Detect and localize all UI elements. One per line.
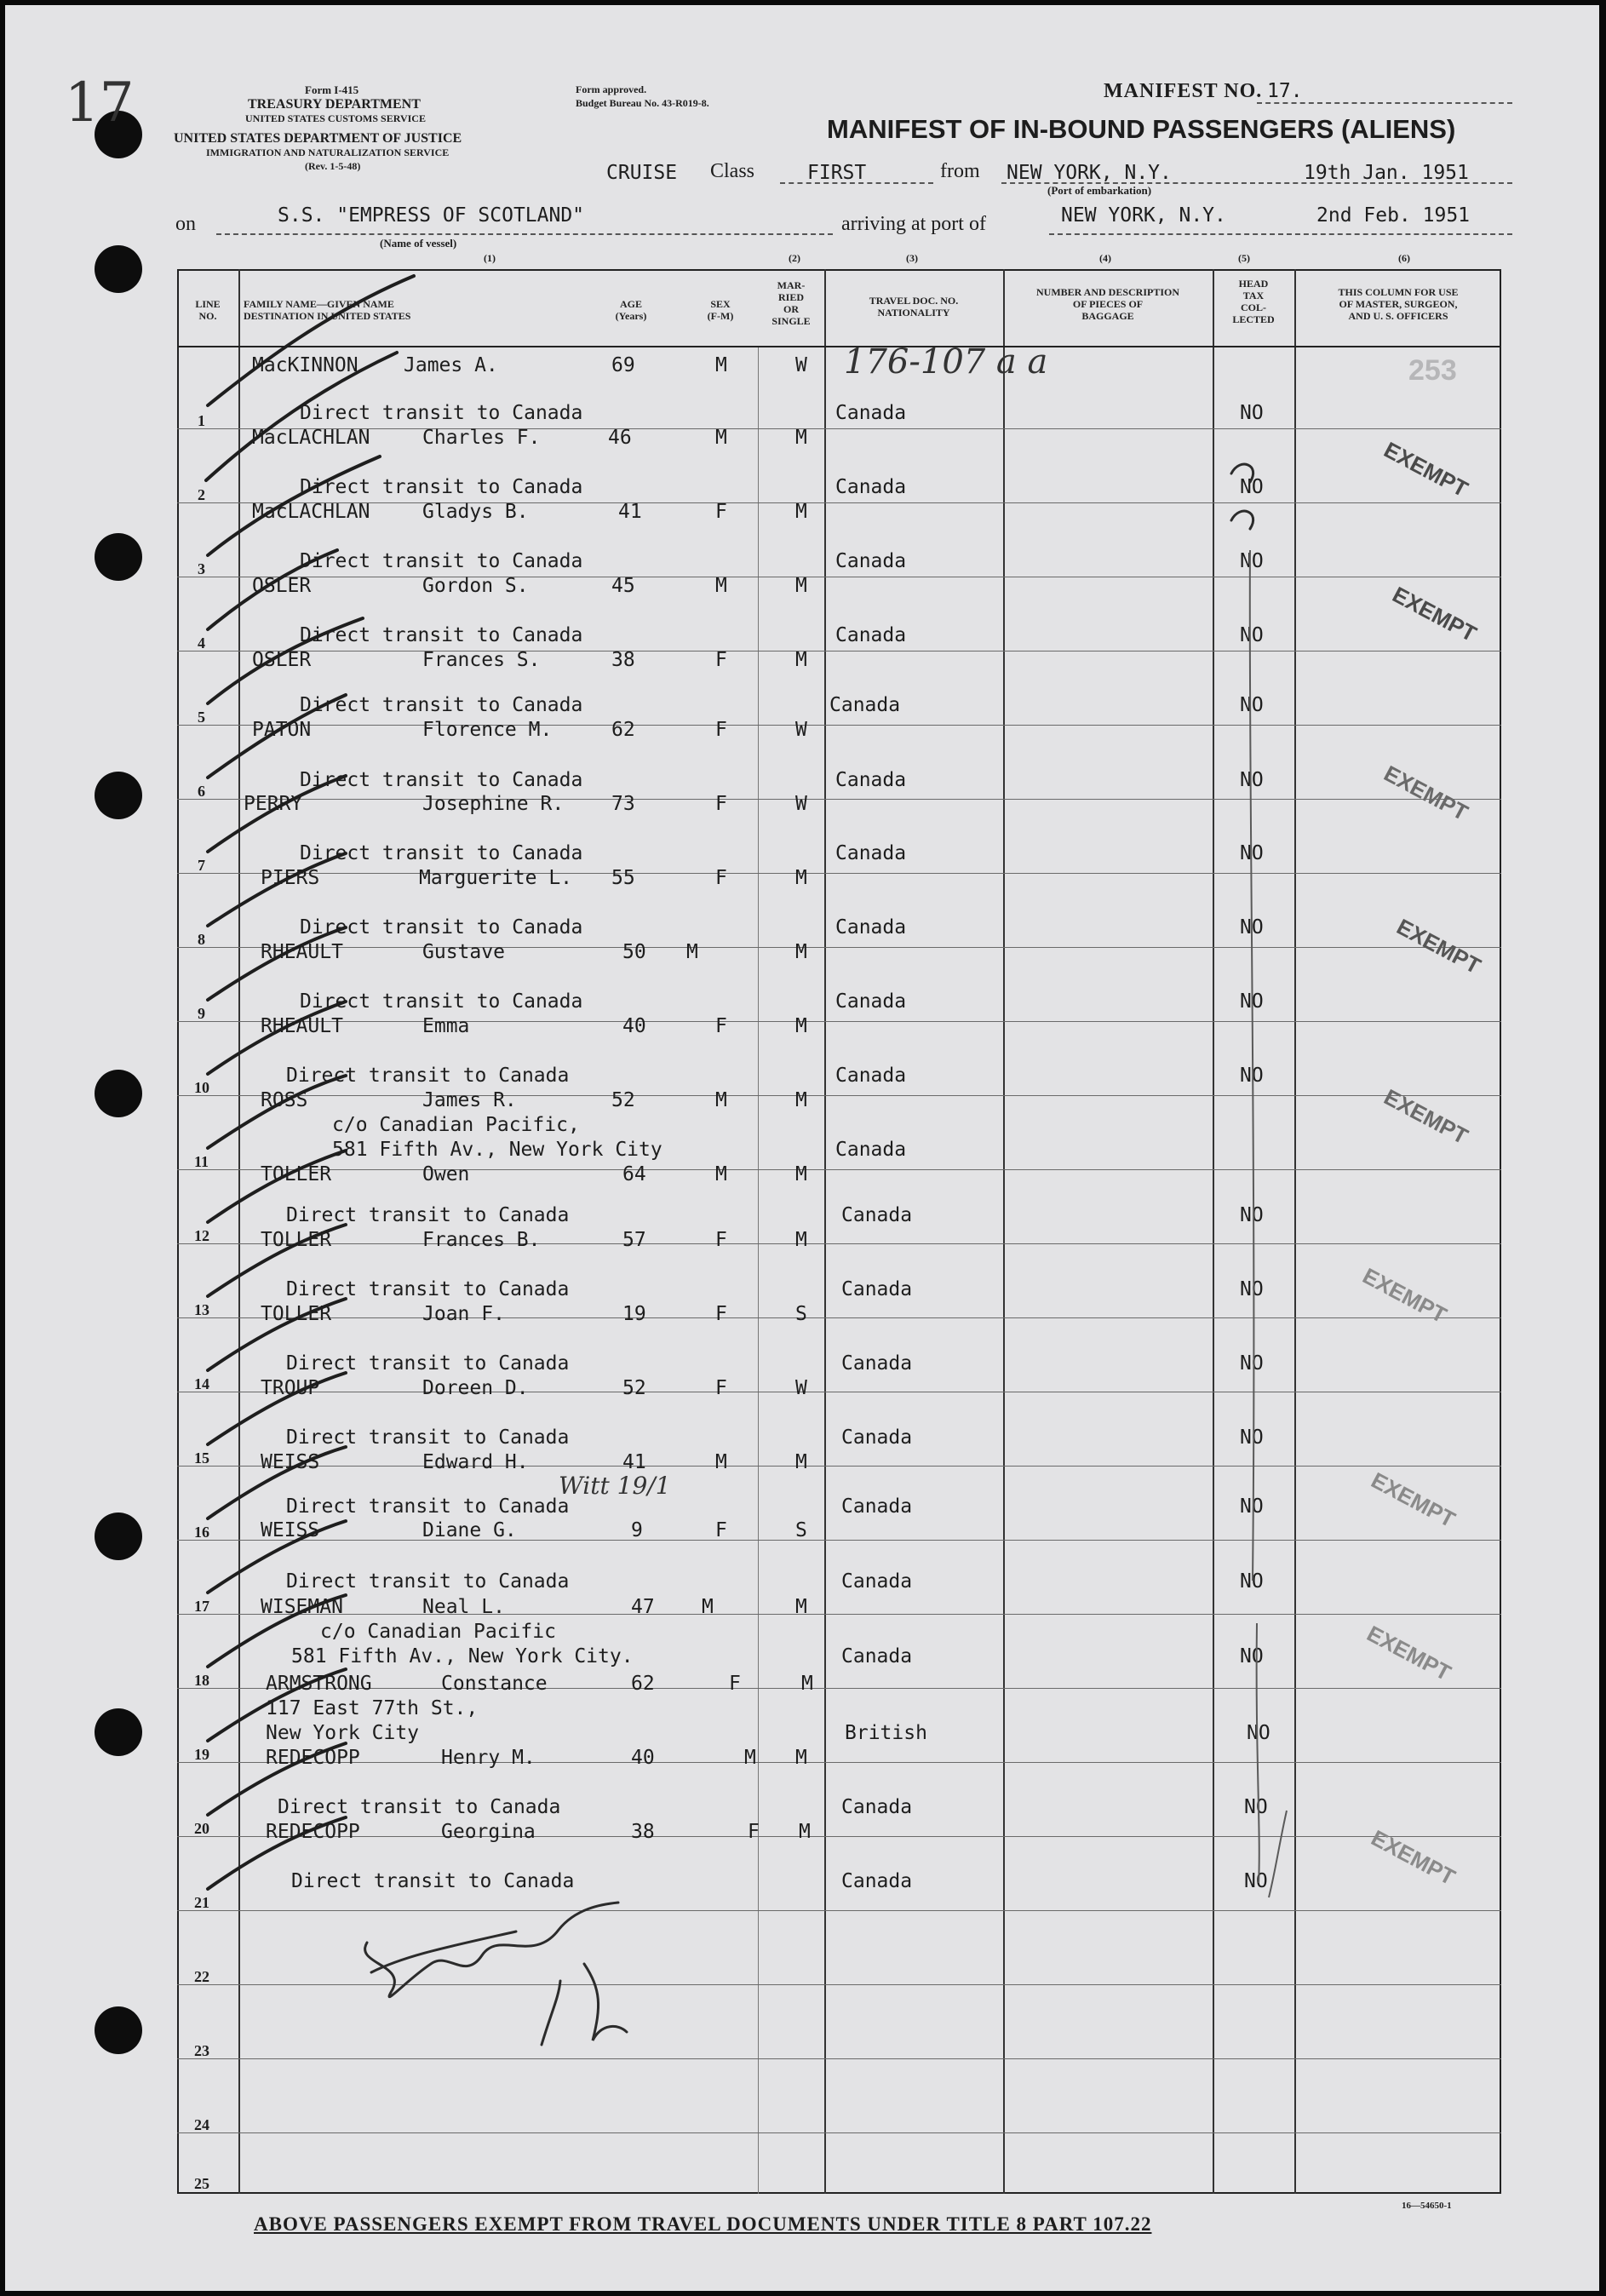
family-name: MacKINNON — [252, 354, 358, 376]
age: 62 — [631, 1673, 655, 1695]
marital-status: M — [799, 1821, 811, 1843]
age: 41 — [618, 501, 642, 523]
given-name: Edward H. — [422, 1451, 529, 1473]
given-name: Florence M. — [422, 719, 553, 741]
destination: Direct transit to Canada — [300, 990, 583, 1013]
age: 19 — [622, 1303, 646, 1325]
header-head-tax: HEAD TAX COL- LECTED — [1232, 278, 1275, 325]
arrival-port: NEW YORK, N.Y. — [1061, 204, 1226, 227]
age: 55 — [611, 867, 635, 889]
nationality: Canada — [841, 1278, 913, 1300]
age: 45 — [611, 575, 635, 597]
line-number: 25 — [194, 2175, 209, 2192]
line-number: 10 — [194, 1079, 209, 1096]
line-number: 23 — [194, 2042, 209, 2059]
sex: M — [715, 354, 727, 376]
manifest-number-value: 17. — [1267, 80, 1303, 102]
nationality: Canada — [841, 1645, 913, 1667]
marital-status: M — [795, 1229, 807, 1251]
head-tax: NO — [1244, 1870, 1268, 1892]
sex: F — [715, 1377, 727, 1399]
form-revision: (Rev. 1-5-48) — [305, 160, 361, 172]
sex: F — [748, 1821, 760, 1843]
line-number: 8 — [198, 931, 205, 948]
given-name: Emma — [422, 1015, 470, 1037]
header-baggage: NUMBER AND DESCRIPTION OF PIECES OF BAGGAGE — [1035, 286, 1180, 322]
corner-handwritten-number: 17 — [65, 72, 135, 135]
class-label: Class — [710, 160, 755, 182]
header-sex: SEX (F-M) — [707, 298, 734, 322]
sex: M — [702, 1596, 714, 1618]
given-name: Charles F. — [422, 427, 541, 449]
family-name: RHEAULT — [261, 1015, 343, 1037]
destination: Direct transit to Canada — [286, 1278, 570, 1300]
marital-status: M — [795, 867, 807, 889]
given-name: James R. — [422, 1089, 517, 1111]
family-name: TROUP — [261, 1377, 320, 1399]
sex: M — [715, 1451, 727, 1473]
head-tax: NO — [1240, 402, 1264, 424]
family-name: TOLLER — [261, 1303, 332, 1325]
family-name: RHEAULT — [261, 941, 343, 963]
head-tax: NO — [1240, 1570, 1264, 1593]
from-label: from — [940, 160, 980, 182]
column-number: (5) — [1238, 252, 1250, 264]
head-tax: NO — [1240, 1278, 1264, 1300]
exempt-stamp: EXEMPT — [1392, 913, 1485, 979]
marital-status: S — [795, 1519, 807, 1541]
sex: F — [715, 501, 727, 523]
travel-doc-number: 176-107 a a — [844, 342, 1048, 382]
head-tax: NO — [1240, 1204, 1264, 1226]
sex: F — [715, 1015, 727, 1037]
exempt-stamp: EXEMPT — [1379, 760, 1472, 826]
family-name: WISEMAN — [261, 1596, 343, 1618]
age: 62 — [611, 719, 635, 741]
marital-status: W — [795, 1377, 807, 1399]
family-name: ARMSTRONG — [266, 1673, 372, 1695]
column-number: (3) — [906, 252, 918, 264]
line-number: 20 — [194, 1820, 209, 1837]
exempt-stamp: EXEMPT — [1362, 1620, 1455, 1686]
address-line-1: c/o Canadian Pacific — [320, 1621, 556, 1643]
given-name: Diane G. — [422, 1519, 517, 1541]
nationality: Canada — [835, 476, 907, 498]
age: 69 — [611, 354, 635, 376]
line-number: 24 — [194, 2116, 209, 2133]
line-number: 13 — [194, 1301, 209, 1318]
given-name: Frances S. — [422, 649, 541, 671]
nationality: Canada — [835, 990, 907, 1013]
age: 38 — [631, 1821, 655, 1843]
head-tax: NO — [1240, 694, 1264, 716]
exempt-stamp: EXEMPT — [1388, 581, 1481, 647]
form-approved: Form approved. — [576, 83, 647, 95]
age: 47 — [631, 1596, 655, 1618]
line-number: 11 — [194, 1153, 209, 1170]
head-tax: NO — [1240, 624, 1264, 646]
family-name: ROSS — [261, 1089, 308, 1111]
customs-service: UNITED STATES CUSTOMS SERVICE — [245, 112, 426, 124]
destination: Direct transit to Canada — [300, 694, 583, 716]
destination: Direct transit to Canada — [300, 476, 583, 498]
column-number: (4) — [1099, 252, 1111, 264]
nationality: Canada — [835, 916, 907, 938]
faint-stamp-number: 253 — [1408, 354, 1457, 387]
given-name: Gladys B. — [422, 501, 529, 523]
marital-status: S — [795, 1303, 807, 1325]
sex: F — [715, 793, 727, 815]
head-tax: NO — [1247, 1722, 1270, 1744]
class-value: FIRST — [807, 162, 867, 184]
line-number: 14 — [194, 1375, 209, 1392]
port-of-embarkation: NEW YORK, N.Y. — [1007, 162, 1172, 184]
nationality: Canada — [835, 1065, 907, 1087]
marital-status: W — [795, 793, 807, 815]
family-name: REDECOPP — [266, 1821, 360, 1843]
family-name: TOLLER — [261, 1163, 332, 1185]
address-line-2: New York City — [266, 1722, 420, 1744]
given-name: Doreen D. — [422, 1377, 529, 1399]
family-name: MacLACHLAN — [252, 501, 370, 523]
sex: M — [715, 575, 727, 597]
age: 9 — [631, 1519, 643, 1541]
nationality: Canada — [829, 694, 901, 716]
footer-exemption-note: ABOVE PASSENGERS EXEMPT FROM TRAVEL DOCUMENTS UNDER TITLE 8 PART 107.22 — [254, 2213, 1152, 2235]
handwritten-check-marks — [5, 5, 1599, 2291]
destination: Direct transit to Canada — [286, 1426, 570, 1449]
head-tax: NO — [1240, 769, 1264, 791]
sex: M — [715, 1089, 727, 1111]
sex: M — [715, 1163, 727, 1185]
vessel-name: S.S. "EMPRESS OF SCOTLAND" — [278, 204, 585, 227]
budget-bureau-number: Budget Bureau No. 43-R019-8. — [576, 97, 709, 109]
destination: Direct transit to Canada — [300, 842, 583, 864]
marital-status: M — [795, 427, 807, 449]
nationality: Canada — [841, 1870, 913, 1892]
nationality: Canada — [841, 1426, 913, 1449]
given-name: Gustave — [422, 941, 505, 963]
given-name: James A. — [404, 354, 498, 376]
destination: Direct transit to Canada — [291, 1870, 575, 1892]
age: 38 — [611, 649, 635, 671]
head-tax: NO — [1240, 1426, 1264, 1449]
age: 73 — [611, 793, 635, 815]
line-number: 3 — [198, 560, 205, 577]
line-number: 5 — [198, 709, 205, 726]
given-name: Joan F. — [422, 1303, 505, 1325]
manifest-page — [5, 5, 1599, 2291]
line-number: 1 — [198, 412, 205, 429]
treasury-department: TREASURY DEPARTMENT — [248, 97, 421, 112]
nationality: Canada — [835, 624, 907, 646]
line-number: 18 — [194, 1672, 209, 1689]
sex: F — [715, 1229, 727, 1251]
line-number: 4 — [198, 634, 205, 651]
destination: Direct transit to Canada — [300, 550, 583, 572]
column-number: (6) — [1398, 252, 1410, 264]
head-tax: NO — [1240, 990, 1264, 1013]
department-of-justice: UNITED STATES DEPARTMENT OF JUSTICE — [174, 131, 462, 146]
line-number: 19 — [194, 1746, 209, 1763]
nationality: Canada — [835, 402, 907, 424]
destination: Direct transit to Canada — [286, 1352, 570, 1375]
destination: Direct transit to Canada — [278, 1796, 561, 1818]
age: 46 — [608, 427, 632, 449]
nationality: Canada — [835, 842, 907, 864]
family-name: WEISS — [261, 1519, 320, 1541]
header-age: AGE (Years) — [615, 298, 647, 322]
destination: Direct transit to Canada — [300, 769, 583, 791]
marital-status: M — [795, 1451, 807, 1473]
marital-status: M — [795, 1596, 807, 1618]
port-of-embarkation-caption: (Port of embarkation) — [1047, 184, 1152, 197]
nationality: British — [845, 1722, 927, 1744]
handwritten-note: Witt 19/1 — [559, 1472, 671, 1500]
header-line-no: LINE NO. — [195, 298, 221, 322]
line-number: 12 — [194, 1227, 209, 1244]
header-officers: THIS COLUMN FOR USE OF MASTER, SURGEON, AND U. S. OFFICERS — [1338, 286, 1459, 322]
given-name: Marguerite L. — [419, 867, 573, 889]
age: 40 — [622, 1015, 646, 1037]
line-number: 16 — [194, 1524, 209, 1541]
marital-status: M — [795, 1163, 807, 1185]
line-number: 9 — [198, 1005, 205, 1022]
manifest-number-label: MANIFEST NO. — [1104, 80, 1263, 102]
head-tax: NO — [1240, 476, 1264, 498]
family-name: OSLER — [252, 575, 312, 597]
exempt-stamp: EXEMPT — [1379, 1083, 1472, 1150]
family-name: PATON — [252, 719, 312, 741]
marital-status: M — [795, 1015, 807, 1037]
manifest-title: MANIFEST OF IN-BOUND PASSENGERS (ALIENS) — [827, 114, 1456, 144]
age: 50 — [622, 941, 646, 963]
form-number: Form I-415 — [305, 83, 359, 96]
family-name: PERRY — [244, 793, 303, 815]
given-name: Georgina — [441, 1821, 536, 1843]
address-line-1: c/o Canadian Pacific, — [332, 1114, 580, 1136]
header-travel-doc: TRAVEL DOC. NO. NATIONALITY — [869, 295, 959, 319]
nationality: Canada — [841, 1495, 913, 1518]
family-name: PIERS — [261, 867, 320, 889]
sex: M — [744, 1747, 756, 1769]
destination: Direct transit to Canada — [300, 624, 583, 646]
destination: Direct transit to Canada — [300, 402, 583, 424]
nationality: Canada — [835, 769, 907, 791]
marital-status: M — [795, 575, 807, 597]
destination: Direct transit to Canada — [300, 916, 583, 938]
destination: Direct transit to Canada — [286, 1065, 570, 1087]
marital-status: W — [795, 719, 807, 741]
family-name: OSLER — [252, 649, 312, 671]
sex: M — [715, 427, 727, 449]
line-number: 7 — [198, 857, 205, 874]
family-name: TOLLER — [261, 1229, 332, 1251]
voyage-type: CRUISE — [606, 162, 678, 184]
line-number: 15 — [194, 1449, 209, 1467]
nationality: Canada — [835, 550, 907, 572]
address-line-2: 581 Fifth Av., New York City. — [291, 1645, 634, 1667]
given-name: Henry M. — [441, 1747, 536, 1769]
exempt-stamp: EXEMPT — [1367, 1824, 1460, 1891]
destination: Direct transit to Canada — [286, 1204, 570, 1226]
column-number: (2) — [789, 252, 800, 264]
marital-status: M — [795, 501, 807, 523]
sex: F — [729, 1673, 741, 1695]
given-name: Neal L. — [422, 1596, 505, 1618]
head-tax: NO — [1244, 1796, 1268, 1818]
exempt-stamp: EXEMPT — [1358, 1262, 1451, 1329]
marital-status: M — [795, 1089, 807, 1111]
destination: Direct transit to Canada — [286, 1570, 570, 1593]
nationality: Canada — [841, 1352, 913, 1375]
on-label: on — [175, 213, 196, 235]
given-name: Josephine R. — [422, 793, 565, 815]
nationality: Canada — [835, 1139, 907, 1161]
marital-status: M — [795, 649, 807, 671]
line-number: 2 — [198, 486, 205, 503]
marital-status: M — [801, 1673, 813, 1695]
family-name: REDECOPP — [266, 1747, 360, 1769]
age: 57 — [622, 1229, 646, 1251]
exempt-stamp: EXEMPT — [1379, 436, 1472, 502]
printer-code: 16—54650-1 — [1402, 2201, 1452, 2211]
vessel-name-caption: (Name of vessel) — [380, 237, 457, 250]
sex: F — [715, 719, 727, 741]
marital-status: W — [795, 354, 807, 376]
age: 64 — [622, 1163, 646, 1185]
marital-status: M — [795, 1747, 807, 1769]
sex: F — [715, 649, 727, 671]
exempt-stamp: EXEMPT — [1367, 1467, 1460, 1533]
nationality: Canada — [841, 1570, 913, 1593]
sex: F — [715, 867, 727, 889]
given-name: Constance — [441, 1673, 548, 1695]
age: 41 — [622, 1451, 646, 1473]
given-name: Frances B. — [422, 1229, 541, 1251]
nationality: Canada — [841, 1204, 913, 1226]
head-tax: NO — [1240, 842, 1264, 864]
family-name: WEISS — [261, 1451, 320, 1473]
arriving-label: arriving at port of — [841, 213, 986, 235]
age: 52 — [622, 1377, 646, 1399]
sex: F — [715, 1519, 727, 1541]
marital-status: M — [795, 941, 807, 963]
sex: M — [686, 941, 698, 963]
header-name: FAMILY NAME—GIVEN NAME DESTINATION IN UNITED STATES — [244, 298, 411, 322]
family-name: MacLACHLAN — [252, 427, 370, 449]
arrival-date: 2nd Feb. 1951 — [1316, 204, 1471, 227]
nationality: Canada — [841, 1796, 913, 1818]
immigration-service: IMMIGRATION AND NATURALIZATION SERVICE — [206, 146, 450, 158]
header-married: MAR- RIED OR SINGLE — [771, 279, 811, 327]
address-line-1: 117 East 77th St., — [266, 1697, 479, 1719]
head-tax: NO — [1240, 550, 1264, 572]
head-tax: NO — [1240, 1065, 1264, 1087]
sex: F — [715, 1303, 727, 1325]
destination: Direct transit to Canada — [286, 1495, 570, 1518]
given-name: Gordon S. — [422, 575, 529, 597]
age: 40 — [631, 1747, 655, 1769]
given-name: Owen — [422, 1163, 470, 1185]
line-number: 21 — [194, 1894, 209, 1911]
line-number: 22 — [194, 1968, 209, 1985]
age: 52 — [611, 1089, 635, 1111]
head-tax: NO — [1240, 1352, 1264, 1375]
address-line-2: 581 Fifth Av., New York City — [332, 1139, 662, 1161]
line-number: 6 — [198, 783, 205, 800]
departure-date: 19th Jan. 1951 — [1304, 162, 1469, 184]
line-number: 17 — [194, 1598, 209, 1615]
head-tax: NO — [1240, 1645, 1264, 1667]
head-tax: NO — [1240, 916, 1264, 938]
column-number: (1) — [484, 252, 496, 264]
head-tax: NO — [1240, 1495, 1264, 1518]
